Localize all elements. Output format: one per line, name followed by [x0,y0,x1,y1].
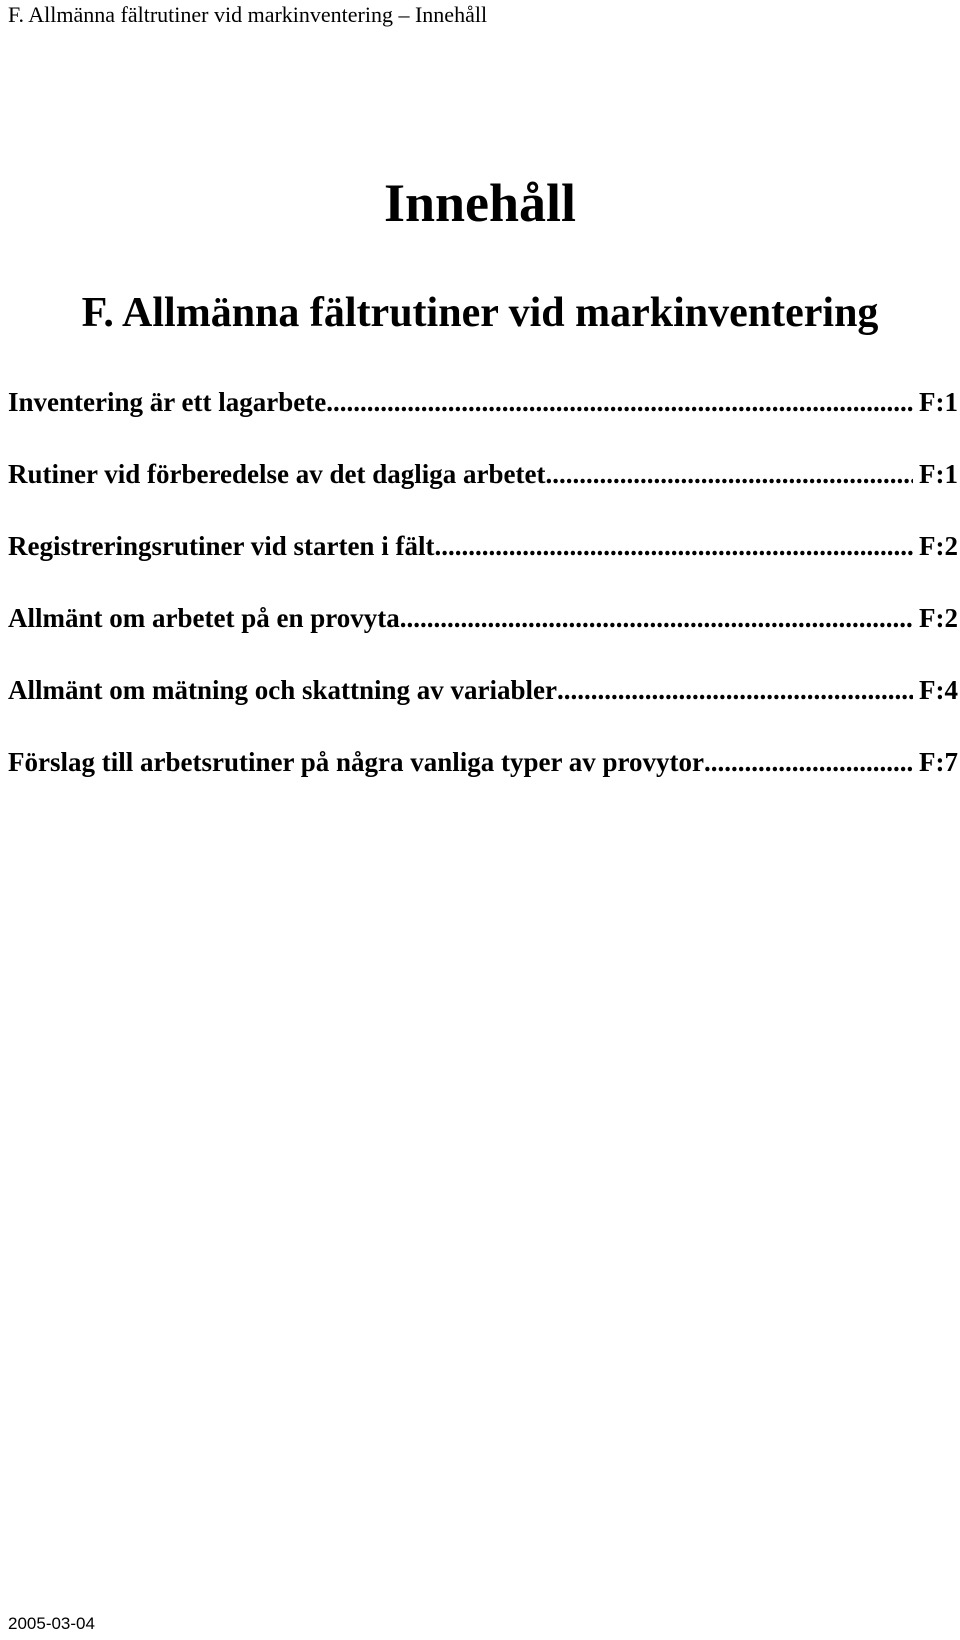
page-title: Innehåll [383,173,577,233]
footer-date: 2005-03-04 [8,1614,95,1633]
toc-entry-title[interactable]: Allmänt om arbetet på en provyta [8,603,400,633]
chapter-title: F. Allmänna fältrutiner vid markinventering [81,290,879,336]
toc-entry-title[interactable]: Registreringsrutiner vid starten i fält [8,531,435,561]
toc-dot-leader [704,745,913,779]
toc-entry[interactable] [8,457,958,529]
toc-entry[interactable] [8,529,958,601]
toc-entry-title[interactable]: Inventering är ett lagarbete [8,387,327,417]
toc-page-number[interactable]: F:2 [919,603,958,633]
toc-page-number[interactable]: F:4 [919,675,958,705]
toc-page-number[interactable]: F:7 [919,747,958,777]
table-of-contents [8,385,958,817]
toc-entry-title[interactable]: Rutiner vid förberedelse av det dagliga arbetet [8,459,546,489]
toc-entry[interactable] [8,673,958,745]
toc-page-number[interactable]: F:1 [919,387,958,417]
toc-entry-title[interactable]: Förslag till arbetsrutiner på några vanliga typer av provytor [8,747,704,777]
toc-dot-leader [434,529,913,563]
toc-entry-title[interactable]: Allmänt om mätning och skattning av variabler [8,675,558,705]
toc-page-number[interactable]: F:2 [919,531,958,561]
toc-dot-leader [326,385,913,419]
toc-page-number[interactable]: F:1 [919,459,958,489]
running-header: F. Allmänna fältrutiner vid markinventering – Innehåll [8,2,488,27]
toc-dot-leader [557,673,913,707]
toc-dot-leader [545,457,913,491]
toc-dot-leader [400,601,913,635]
toc-entry[interactable] [8,745,958,817]
toc-entry[interactable] [8,601,958,673]
toc-entry[interactable] [8,385,958,457]
